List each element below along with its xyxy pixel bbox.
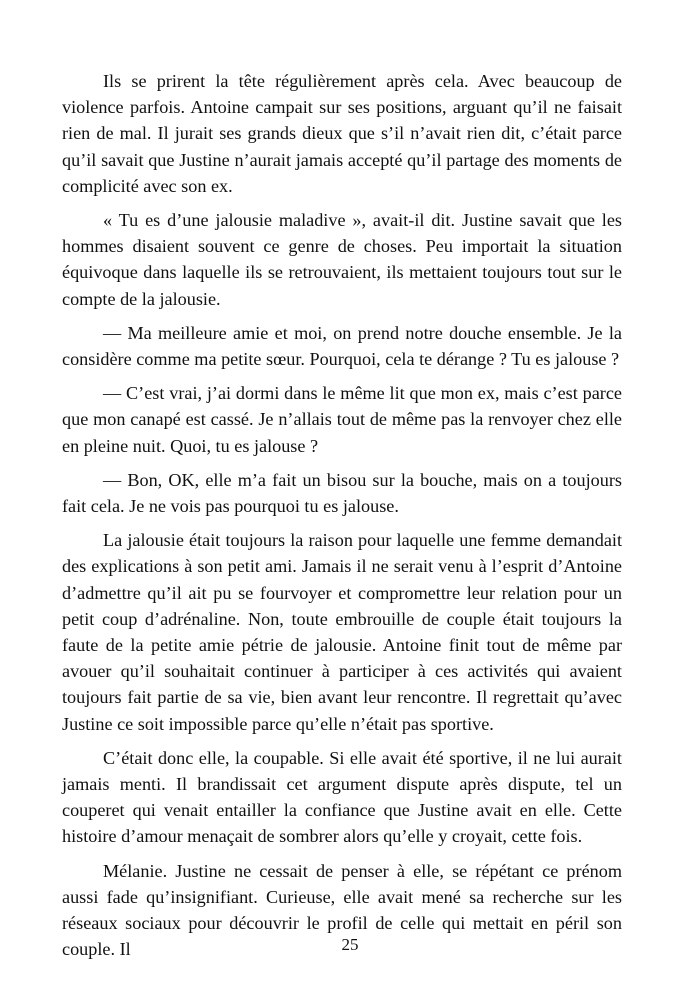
paragraph-3: — Ma meilleure amie et moi, on prend notre douche ensemble. Je la considère comme ma petite sœur. Pourquoi, cela te dérange ? Tu es jalouse ?	[62, 322, 622, 370]
page-number: 25	[341, 935, 359, 954]
paragraph-1: Ils se prirent la tête régulièrement après cela. Avec beaucoup de violence parfois. Antoine campait sur ses positions, arguant qu’il ne faisait rien de mal. Il jurait ses grands dieux que s’il n’avait rien dit, c’était parce qu’il savait que Justine n’aurait jamais accepté qu’il partage des moments de complicité avec son ex.	[62, 71, 622, 196]
paragraph-2: « Tu es d’une jalousie maladive », avait-il dit. Justine savait que les hommes disaient souvent ce genre de choses. Peu importait la situation équivoque dans laquelle ils se retrouvaient, ils mettaient toujours tout sur le compte de la jalousie.	[62, 210, 622, 309]
paragraph-8: Mélanie. Justine ne cessait de penser à elle, se répétant ce prénom aussi fade qu’insignifiant. Curieuse, elle avait mené sa recherche sur les réseaux sociaux pour découvrir le profil de celle qui mettait en péril son couple. Il	[62, 860, 622, 960]
paragraph-5: — Bon, OK, elle m’a fait un bisou sur la bouche, mais on a toujours fait cela. Je ne vois pas pourquoi tu es jalouse.	[62, 469, 622, 517]
paragraph-7: C’était donc elle, la coupable. Si elle avait été sportive, il ne lui aurait jamais menti. Il brandissait cet argument dispute après dispute, tel un couperet qui venait entailler la confiance que Justine avait en elle. Cette histoire d’amour menaçait de sombrer alors qu’elle y croyait, cette fois.	[62, 747, 622, 847]
page-body	[62, 68, 622, 971]
paragraph-4: — C’est vrai, j’ai dormi dans le même lit que mon ex, mais c’est parce que mon canapé est cassé. Je n’allais tout de même pas la renvoyer chez elle en pleine nuit. Quoi, tu es jalouse ?	[62, 383, 622, 456]
paragraph-6: La jalousie était toujours la raison pour laquelle une femme demandait des explications à son petit ami. Jamais il ne serait venu à l’esprit d’Antoine d’admettre qu’il ait pu se fourvoyer et compromettre leur relation pour un petit coup d’adrénaline. Non, toute embrouille de couple était toujours la faute de la petite amie pétrie de jalousie. Antoine finit tout de même par avouer qu’il souhaitait continuer à participer à ces activités qui avaient toujours fait partie de sa vie, bien avant leur rencontre. Il regrettait qu’avec Justine ce soit impossible parce qu’elle n’était pas sportive.	[62, 530, 622, 734]
